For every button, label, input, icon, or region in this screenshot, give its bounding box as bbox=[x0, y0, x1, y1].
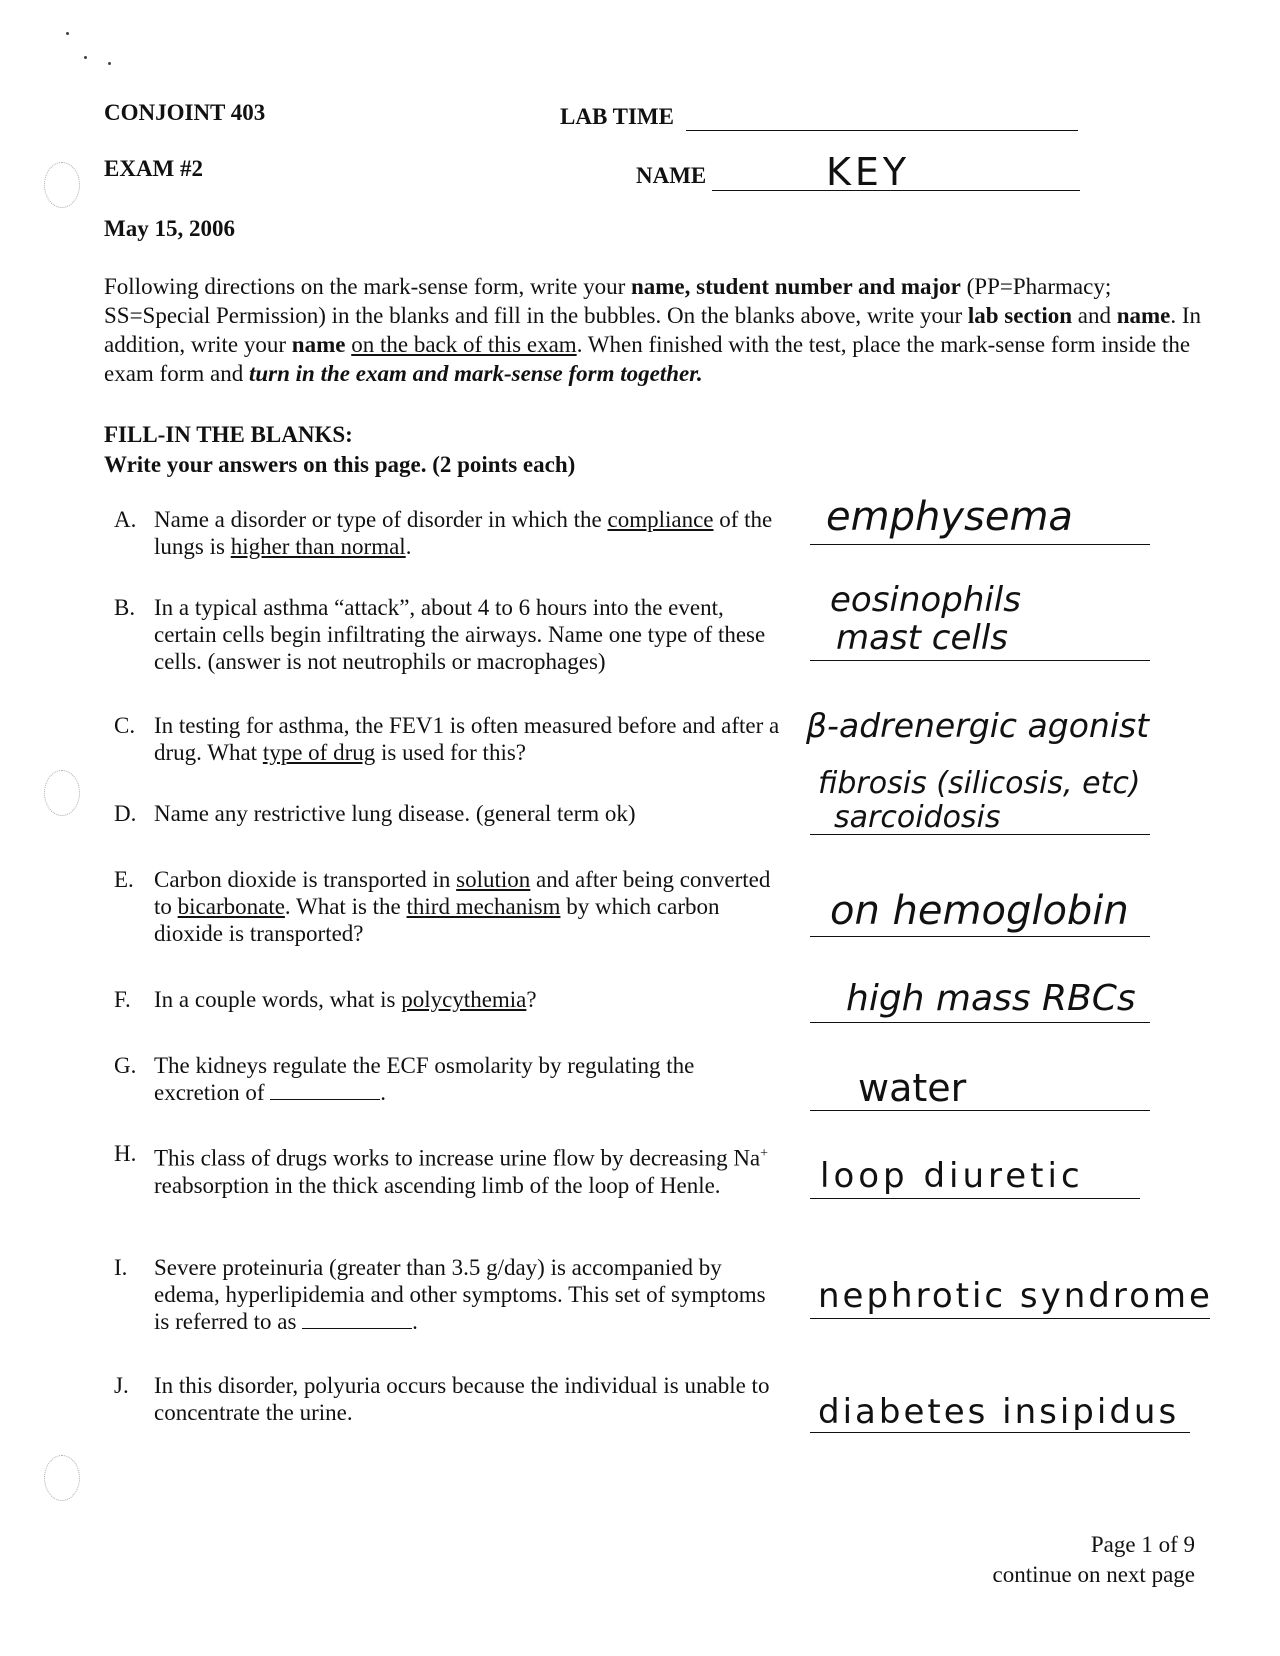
question-text: and after being converted to bbox=[154, 867, 771, 919]
lab-time-blank bbox=[686, 130, 1078, 131]
answer-line-h bbox=[810, 1198, 1140, 1199]
question-text: Name a disorder or type of disorder in which the bbox=[154, 507, 608, 532]
question-letter: H. bbox=[114, 1141, 137, 1166]
question-underlined: third mechanism bbox=[406, 894, 561, 919]
question-text: In a typical asthma “attack”, about 4 to 6 hours into the event, certain cells begin infiltrating the airways. Name one type of these cells. (answer is not neutrophils or macrophages) bbox=[154, 595, 766, 674]
question-i bbox=[114, 1254, 784, 1335]
question-text: is used for this? bbox=[375, 740, 526, 765]
answer-b-1: eosinophils bbox=[830, 580, 1021, 620]
question-c bbox=[114, 712, 784, 766]
question-letter: F. bbox=[114, 987, 131, 1012]
question-text: by which carbon dioxide is transported? bbox=[154, 894, 720, 946]
question-text: . bbox=[412, 1309, 418, 1334]
question-text: ? bbox=[526, 987, 537, 1012]
instructions-text: . In addition, write your bbox=[104, 303, 1202, 357]
answer-a: emphysema bbox=[826, 494, 1073, 540]
question-underlined: type of drug bbox=[262, 740, 376, 765]
instructions-text: and bbox=[1072, 303, 1117, 328]
lab-time-label: LAB TIME bbox=[560, 104, 674, 129]
answer-d-2: sarcoidosis bbox=[834, 800, 1001, 835]
question-letter: A. bbox=[114, 507, 137, 532]
question-text: The kidneys regulate the ECF osmolarity by regulating the excretion of bbox=[154, 1053, 695, 1105]
answer-h: loop diuretic bbox=[820, 1156, 1084, 1196]
question-letter: I. bbox=[114, 1255, 128, 1280]
answer-line-b bbox=[810, 660, 1150, 661]
instructions-bold: name, student number and major bbox=[630, 274, 961, 299]
answer-g: water bbox=[858, 1066, 967, 1110]
question-letter: B. bbox=[114, 595, 136, 620]
inline-blank bbox=[302, 1310, 412, 1329]
name-label: NAME bbox=[636, 163, 707, 188]
question-letter: D. bbox=[114, 801, 137, 826]
question-d bbox=[114, 800, 784, 827]
answer-i: nephrotic syndrome bbox=[818, 1276, 1213, 1316]
answer-line-j bbox=[810, 1432, 1190, 1433]
continue-note: continue on next page bbox=[992, 1562, 1195, 1587]
question-text: . What is the bbox=[284, 894, 407, 919]
section-title: FILL-IN THE BLANKS: bbox=[104, 422, 353, 447]
answer-line-d bbox=[810, 834, 1150, 835]
question-text: This class of drugs works to increase urine flow by decreasing Na bbox=[154, 1145, 761, 1171]
question-underlined: bicarbonate bbox=[177, 894, 285, 919]
question-e bbox=[114, 866, 784, 947]
exam-number: EXAM #2 bbox=[104, 156, 204, 181]
question-f bbox=[114, 986, 784, 1013]
section-subtitle: Write your answers on this page. (2 points each) bbox=[104, 452, 576, 477]
question-h bbox=[114, 1140, 784, 1199]
answer-f: high mass RBCs bbox=[846, 978, 1136, 1019]
question-text: Carbon dioxide is transported in bbox=[154, 867, 457, 892]
instructions-bold: name bbox=[291, 332, 346, 357]
instructions-underlined: on the back of this exam bbox=[351, 332, 577, 357]
question-letter: E. bbox=[114, 867, 134, 892]
course-title: CONJOINT 403 bbox=[104, 100, 266, 125]
instructions-text: . When finished with the test, place the mark-sense form inside the exam form and bbox=[104, 332, 1191, 386]
question-text: Severe proteinuria (greater than 3.5 g/day) is accompanied by edema, hyperlipidemia and other symptoms. This set of symptoms is referred to as bbox=[154, 1255, 766, 1334]
question-underlined: higher than normal bbox=[230, 534, 406, 559]
scan-speck bbox=[108, 62, 111, 65]
name-handwritten: KEY bbox=[826, 150, 911, 194]
punch-hole-mark bbox=[44, 162, 80, 208]
answer-line-a bbox=[810, 544, 1150, 545]
question-a bbox=[114, 506, 784, 560]
question-text: . bbox=[380, 1080, 386, 1105]
question-g bbox=[114, 1052, 784, 1106]
question-text: In testing for asthma, the FEV1 is often measured before and after a drug. What bbox=[154, 713, 780, 765]
instructions-text: Following directions on the mark-sense form, write your bbox=[104, 274, 631, 299]
answer-d-1: fibrosis (silicosis, etc) bbox=[818, 766, 1141, 801]
instructions-bold: lab section bbox=[967, 303, 1072, 328]
question-text: In a couple words, what is bbox=[154, 987, 402, 1012]
exam-date: May 15, 2006 bbox=[104, 216, 235, 241]
question-text: . bbox=[405, 534, 412, 559]
instructions-bold: name bbox=[1116, 303, 1171, 328]
punch-hole-mark bbox=[44, 770, 80, 816]
answer-j: diabetes insipidus bbox=[818, 1392, 1180, 1432]
scan-speck bbox=[66, 32, 69, 35]
answer-line-e bbox=[810, 936, 1150, 937]
answer-line-f bbox=[810, 1022, 1150, 1023]
question-text: reabsorption in the thick ascending limb of the loop of Henle. bbox=[154, 1172, 721, 1198]
scan-speck bbox=[84, 56, 87, 59]
question-text: In this disorder, polyuria occurs because the individual is unable to concentrate the urine. bbox=[154, 1373, 770, 1425]
answer-e: on hemoglobin bbox=[830, 888, 1129, 934]
answer-line-i bbox=[810, 1318, 1210, 1319]
question-letter: G. bbox=[114, 1053, 137, 1078]
instructions-bold-italic: turn in the exam and mark-sense form together. bbox=[248, 361, 703, 386]
question-underlined: solution bbox=[456, 867, 531, 892]
superscript-plus: + bbox=[760, 1146, 769, 1161]
question-underlined: compliance bbox=[607, 507, 714, 532]
question-underlined: polycythemia bbox=[401, 987, 527, 1012]
question-b bbox=[114, 594, 784, 675]
question-text: Name any restrictive lung disease. (general term ok) bbox=[154, 801, 636, 826]
question-j bbox=[114, 1372, 784, 1426]
page-number: Page 1 of 9 bbox=[1090, 1532, 1195, 1557]
question-letter: C. bbox=[114, 713, 136, 738]
inline-blank bbox=[270, 1081, 380, 1100]
answer-line-g bbox=[810, 1110, 1150, 1111]
instructions-text: (PP=Pharmacy; SS=Special Permission) in the blanks and fill in the bubbles. On the blanks above, write your bbox=[104, 274, 1112, 328]
question-letter: J. bbox=[114, 1373, 129, 1398]
answer-b-2: mast cells bbox=[836, 618, 1009, 658]
instructions bbox=[104, 272, 1214, 388]
punch-hole-mark bbox=[44, 1455, 80, 1501]
question-text: of the lungs is bbox=[154, 507, 773, 559]
answer-c: β-adrenergic agonist bbox=[806, 706, 1150, 745]
